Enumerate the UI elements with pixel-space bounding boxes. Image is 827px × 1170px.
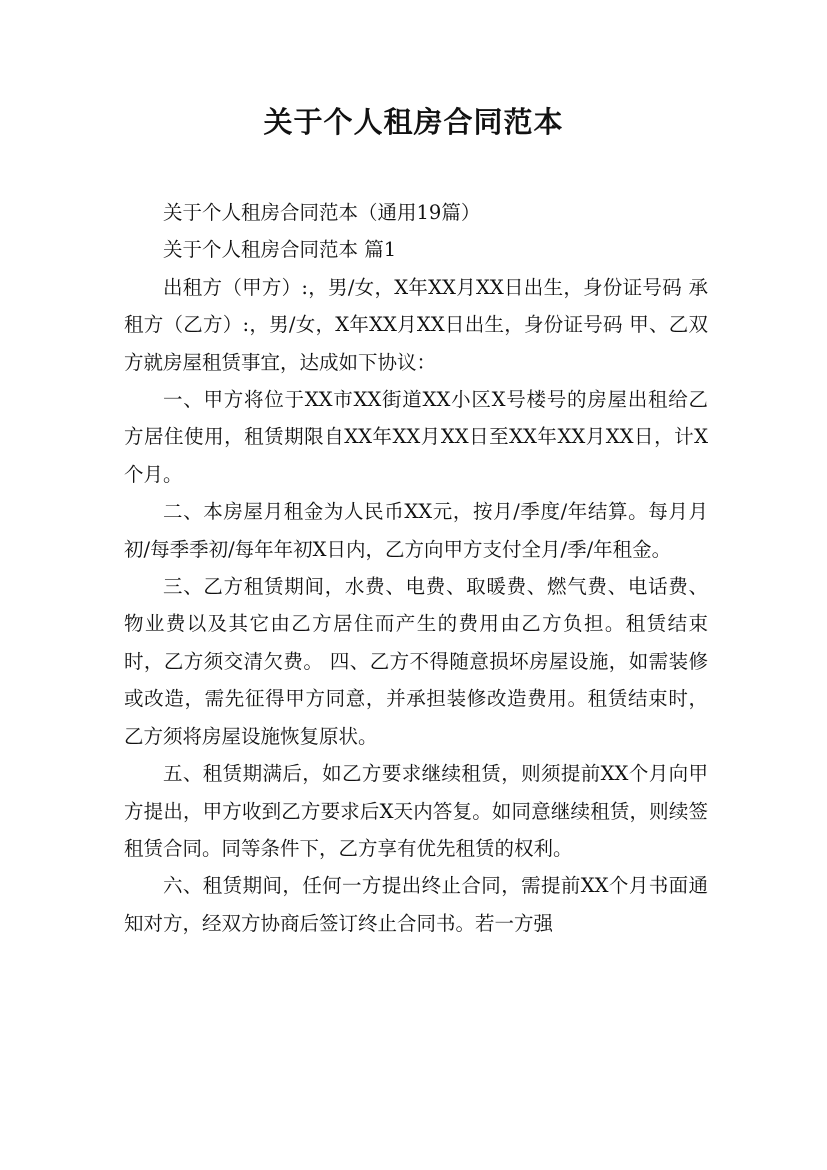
document-body xyxy=(124,194,708,942)
paragraph-clause-2: 二、本房屋月租金为人民币XX元，按月/季度/年结算。每月月初/每季季初/每年年初X日内，乙方向甲方支付全月/季/年租金。 xyxy=(124,500,708,561)
paragraph-clause-5: 五、租赁期满后，如乙方要求继续租赁，则须提前XX个月向甲方提出，甲方收到乙方要求后X天内答复。如同意继续租赁，则续签租赁合同。同等条件下，乙方享有优先租赁的权利。 xyxy=(124,762,708,860)
document-title: 关于个人租房合同范本 xyxy=(263,105,564,139)
paragraph-parties: 出租方（甲方）:，男/女，X年XX月XX日出生，身份证号码 承租方（乙方）:，男/女，X年XX月XX日出生，身份证号码 甲、乙双方就房屋租赁事宜，达成如下协议： xyxy=(124,275,708,374)
paragraph-clause-3-4: 三、乙方租赁期间，水费、电费、取暖费、燃气费、电话费、物业费以及其它由乙方居住而产生的费用由乙方负担。租赁结束时，乙方须交清欠费。 四、乙方不得随意损坏房屋设施，如需装修或改造，需先征得甲方同意，并承担装修改造费用。租赁结束时，乙方须将房屋设施恢复原状。 xyxy=(124,575,708,748)
paragraph-section-heading: 关于个人租房合同范本 篇1 xyxy=(163,238,397,262)
paragraph-clause-1: 一、甲方将位于XX市XX街道XX小区X号楼号的房屋出租给乙方居住使用，租赁期限自XX年XX月XX日至XX年XX月XX日，计X个月。 xyxy=(124,388,708,486)
paragraph-subtitle: 关于个人租房合同范本（通用19篇） xyxy=(163,201,481,224)
paragraph-clause-6: 六、租赁期间，任何一方提出终止合同，需提前XX个月书面通知对方，经双方协商后签订终止合同书。若一方强 xyxy=(124,874,708,935)
